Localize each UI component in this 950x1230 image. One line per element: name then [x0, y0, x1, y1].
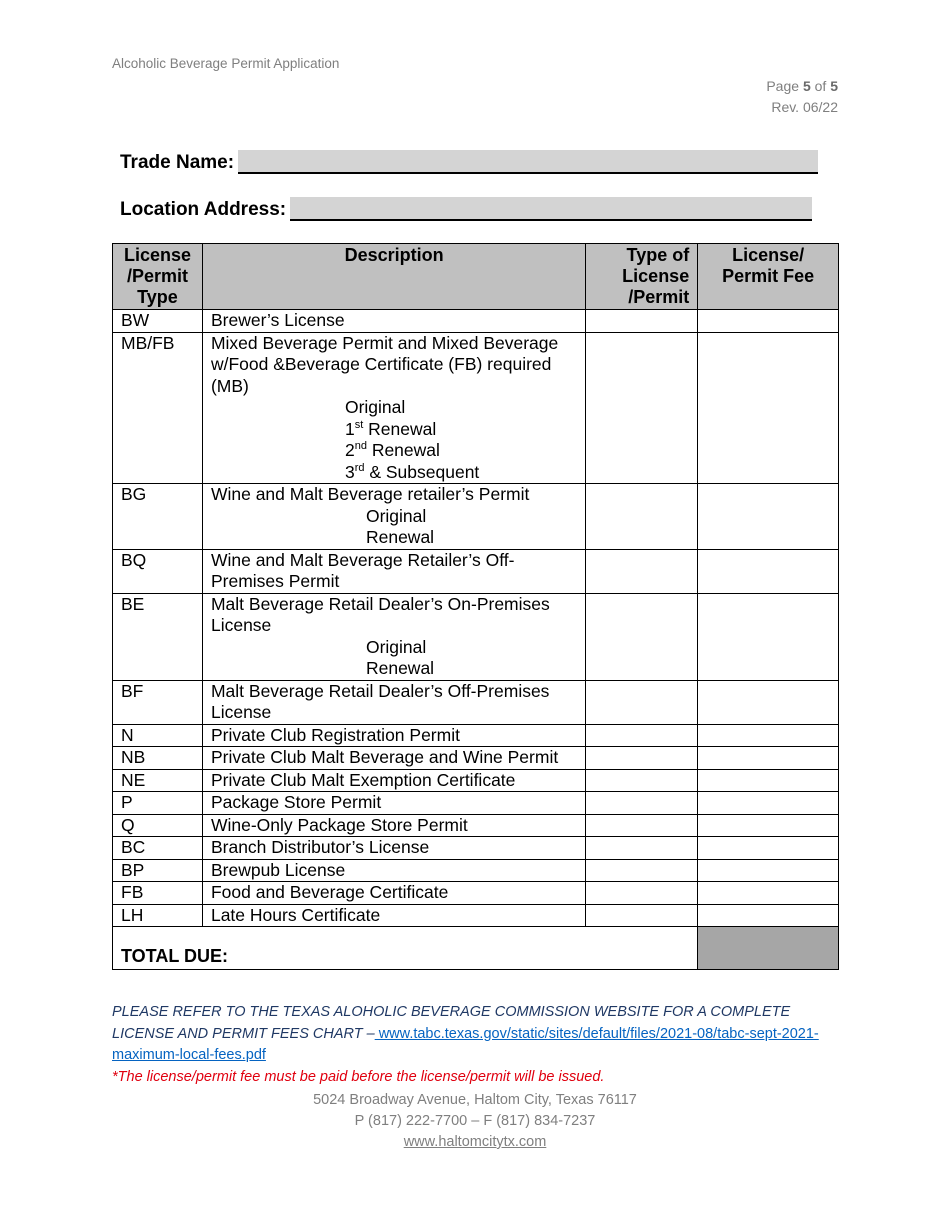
table-row: [113, 792, 839, 815]
row-code: FB: [113, 882, 203, 905]
row-description: [202, 332, 585, 484]
row-type-cell[interactable]: [586, 549, 698, 593]
row-code: BC: [113, 837, 203, 860]
row-description: Wine and Malt Beverage Retailer’s Off-Premises Permit: [202, 549, 585, 593]
sub-renewal-1: 1st Renewal: [344, 418, 437, 439]
tabc-fees-link[interactable]: www.tabc.texas.gov/static/sites/default/files/2021-08/tabc-sept-2021-maximum-local-fees.pdf: [112, 1025, 819, 1063]
page-info: [766, 76, 838, 118]
footer: [0, 1090, 950, 1153]
row-type-cell[interactable]: [586, 332, 698, 484]
row-fee-cell[interactable]: [698, 882, 839, 905]
row-code: BP: [113, 859, 203, 882]
table-row: [113, 859, 839, 882]
row-type-cell[interactable]: [586, 792, 698, 815]
row-code: BW: [113, 310, 203, 333]
row-description-text: Malt Beverage Retail Dealer’s On-Premises License: [210, 593, 550, 635]
row-code: P: [113, 792, 203, 815]
trade-name-input[interactable]: [238, 150, 818, 174]
total-row: [113, 927, 839, 970]
row-description: Private Club Malt Beverage and Wine Permit: [202, 747, 585, 770]
row-type-cell[interactable]: [586, 593, 698, 680]
row-type-cell[interactable]: [586, 859, 698, 882]
table-row: [113, 310, 839, 333]
total-due-label: TOTAL DUE:: [121, 945, 228, 966]
row-fee-cell[interactable]: [698, 484, 839, 550]
row-description: Wine-Only Package Store Permit: [202, 814, 585, 837]
total-label-cell: [113, 927, 698, 970]
row-type-cell[interactable]: [586, 680, 698, 724]
row-type-cell[interactable]: [586, 837, 698, 860]
location-address-input[interactable]: [290, 197, 812, 221]
row-type-cell[interactable]: [586, 769, 698, 792]
page-prefix: Page: [766, 78, 800, 94]
row-fee-cell[interactable]: [698, 593, 839, 680]
row-description: Private Club Malt Exemption Certificate: [202, 769, 585, 792]
row-fee-cell[interactable]: [698, 904, 839, 927]
footer-website-link[interactable]: www.haltomcitytx.com: [403, 1134, 547, 1150]
table-header-row: [113, 244, 839, 310]
footer-phone: P (817) 222-7700 – F (817) 834-7237: [354, 1113, 596, 1129]
page-number: [766, 76, 838, 97]
sub-renewal-3: 3rd & Subsequent: [344, 461, 480, 482]
row-description: [202, 484, 585, 550]
sub-original: Original: [365, 505, 427, 526]
row-type-cell[interactable]: [586, 484, 698, 550]
row-description: Package Store Permit: [202, 792, 585, 815]
table-row: [113, 904, 839, 927]
table-row: [113, 332, 839, 484]
table-row: [113, 769, 839, 792]
row-description: Late Hours Certificate: [202, 904, 585, 927]
fees-note-text: PLEASE REFER TO THE TEXAS ALOHOLIC BEVERAGE COMMISSION WEBSITE FOR A COMPLETE LICENSE AND PERMIT FEES CHART –: [112, 1004, 791, 1042]
row-type-cell[interactable]: [586, 904, 698, 927]
sub-original: Original: [344, 397, 406, 417]
table-row: [113, 747, 839, 770]
row-fee-cell[interactable]: [698, 792, 839, 815]
row-code: BG: [113, 484, 203, 550]
sub-renewal-2: 2nd Renewal: [344, 440, 440, 460]
total-due-field[interactable]: [698, 927, 839, 970]
row-fee-cell[interactable]: [698, 859, 839, 882]
trade-name-field: [120, 150, 818, 174]
trade-name-label: Trade Name:: [120, 152, 235, 173]
row-description: [202, 593, 585, 680]
row-type-cell[interactable]: [586, 814, 698, 837]
page-current: 5: [802, 78, 811, 94]
table-row: [113, 680, 839, 724]
row-code: MB/FB: [113, 332, 203, 484]
row-code: N: [113, 724, 203, 747]
permit-fee-table: [112, 243, 839, 970]
row-fee-cell[interactable]: [698, 310, 839, 333]
table-row: [113, 724, 839, 747]
location-address-label: Location Address:: [120, 199, 287, 220]
row-fee-cell[interactable]: [698, 332, 839, 484]
row-description: Brewpub License: [202, 859, 585, 882]
table-row: [113, 484, 839, 550]
row-description-text: Mixed Beverage Permit and Mixed Beverage w/Food &Beverage Certificate (FB) required (MB): [210, 332, 559, 396]
fees-note: [112, 1002, 832, 1088]
row-description: Branch Distributor’s License: [202, 837, 585, 860]
row-code: NB: [113, 747, 203, 770]
revision: Rev. 06/22: [771, 99, 838, 115]
row-code: LH: [113, 904, 203, 927]
table-row: [113, 814, 839, 837]
document-title: Alcoholic Beverage Permit Application: [112, 56, 340, 71]
table-row: [113, 549, 839, 593]
table-row: [113, 593, 839, 680]
row-description: Food and Beverage Certificate: [202, 882, 585, 905]
row-fee-cell[interactable]: [698, 724, 839, 747]
header-type: Type of License /Permit: [586, 244, 698, 310]
sub-renewal: Renewal: [365, 527, 435, 547]
payment-warning: *The license/permit fee must be paid before the license/permit will be issued.: [112, 1068, 605, 1085]
row-type-cell[interactable]: [586, 724, 698, 747]
header-fee: License/ Permit Fee: [698, 244, 839, 310]
sub-renewal: Renewal: [365, 658, 435, 678]
row-type-cell[interactable]: [586, 882, 698, 905]
row-fee-cell[interactable]: [698, 549, 839, 593]
row-description: Malt Beverage Retail Dealer’s Off-Premises License: [202, 680, 585, 724]
row-fee-cell[interactable]: [698, 747, 839, 770]
location-address-field: [120, 197, 812, 221]
row-code: BF: [113, 680, 203, 724]
table-row: [113, 837, 839, 860]
row-fee-cell[interactable]: [698, 837, 839, 860]
row-code: BE: [113, 593, 203, 680]
header-license-type: License /Permit Type: [113, 244, 203, 310]
row-code: BQ: [113, 549, 203, 593]
row-description-text: Wine and Malt Beverage retailer’s Permit: [210, 484, 530, 504]
row-code: NE: [113, 769, 203, 792]
row-type-cell[interactable]: [586, 747, 698, 770]
row-description: Brewer’s License: [202, 310, 585, 333]
row-fee-cell[interactable]: [698, 680, 839, 724]
table-row: [113, 882, 839, 905]
row-code: Q: [113, 814, 203, 837]
page-of: of: [814, 78, 827, 94]
row-fee-cell[interactable]: [698, 769, 839, 792]
row-description: Private Club Registration Permit: [202, 724, 585, 747]
page-total: 5: [830, 78, 838, 94]
row-fee-cell[interactable]: [698, 814, 839, 837]
row-type-cell[interactable]: [586, 310, 698, 333]
header-description: Description: [202, 244, 585, 310]
footer-address: 5024 Broadway Avenue, Haltom City, Texas 76117: [313, 1092, 637, 1108]
sub-original: Original: [365, 636, 427, 657]
